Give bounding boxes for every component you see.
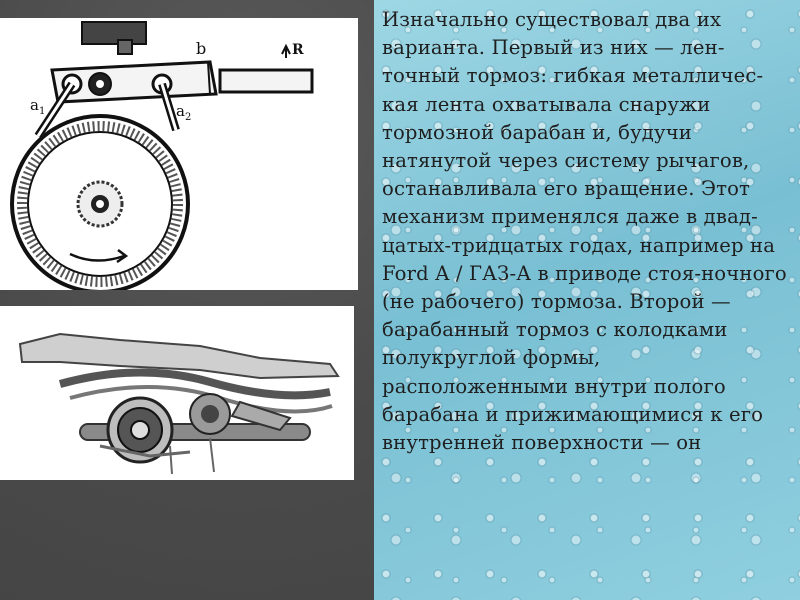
label-a1: a: [30, 96, 39, 114]
label-r: R: [292, 42, 304, 58]
label-a1-subscript: 1: [39, 106, 46, 117]
body-paragraph: Изначально существовал два их варианта. Первый из них — лен-точный тормоз: гибкая металличес-кая лента охватывала снаружи тормозной барабан и, будучи натянутой через систему рычагов, останавливала его вращение. Этот механизм применялся даже в двад-цатых-тридцатых годах, например на Ford A / ГАЗ-А в приводе стоя-ночного (не рабочего) тормоза. Второй — барабанный тормоз с колодками полукруглой формы, расположенными внутри полого барабана и прижимающимися к его внутренней поверхности — он: [382, 8, 787, 455]
text-panel: [374, 0, 800, 600]
band-brake-diagram: [0, 18, 358, 290]
axle-brake-photo: [0, 306, 354, 480]
label-b: b: [196, 39, 207, 58]
band-brake-drawing: [0, 18, 358, 290]
axle-brake-drawing: [0, 306, 354, 480]
label-a2: a: [176, 102, 185, 120]
label-a2-subscript: 2: [185, 112, 192, 123]
